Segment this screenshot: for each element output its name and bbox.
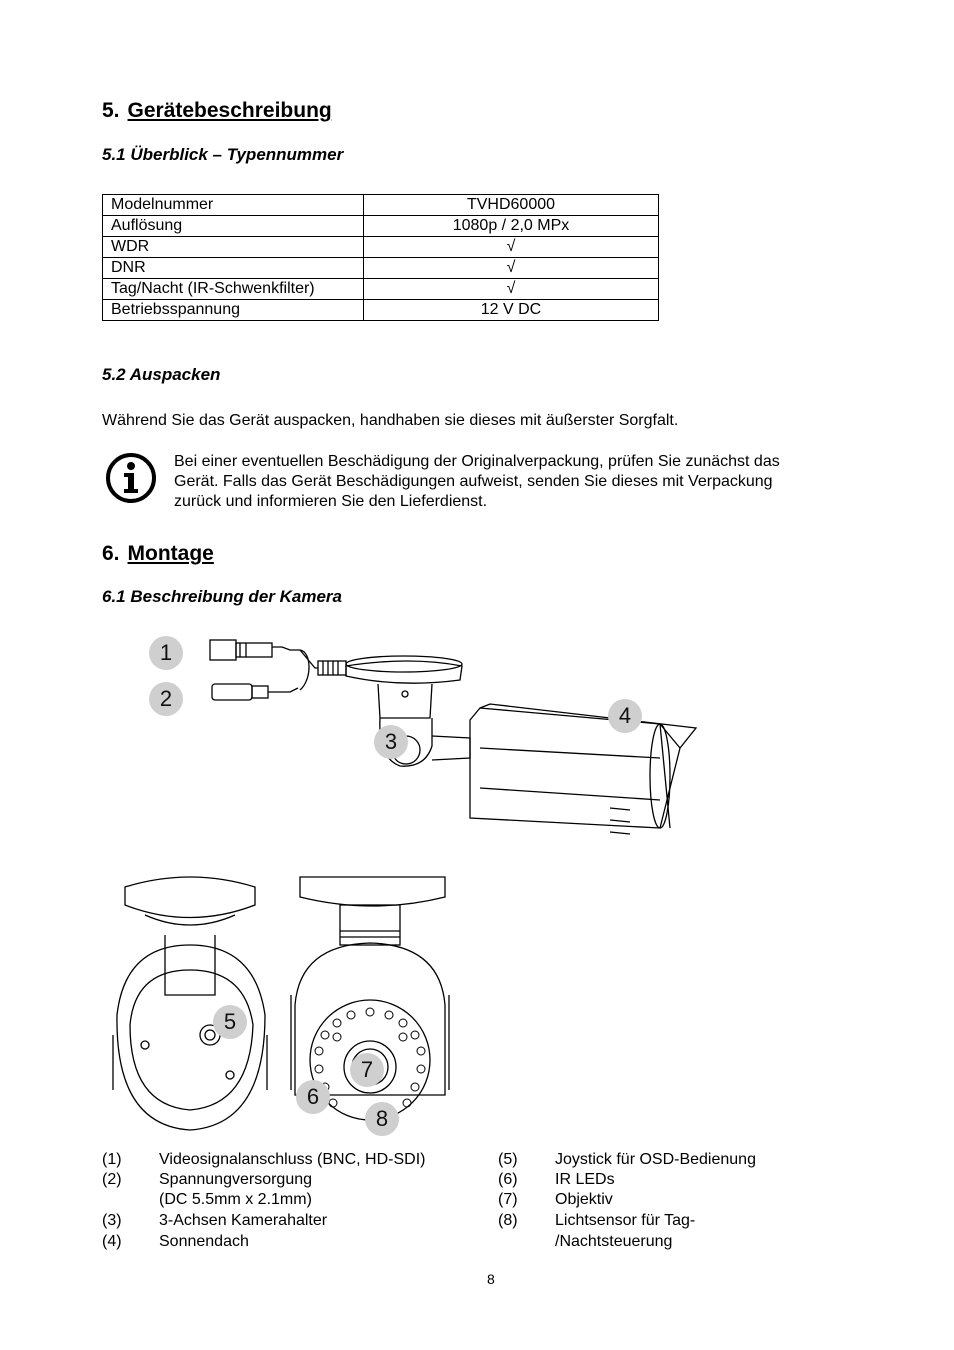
legend-number: (4) <box>102 1233 122 1250</box>
spec-label: Modelnummer <box>103 195 364 216</box>
legend-number: (6) <box>498 1171 518 1188</box>
section-5-heading <box>102 99 332 123</box>
table-row <box>103 216 659 237</box>
figure-badge-6: 6 <box>296 1080 330 1114</box>
section-5-2-title: 5.2 Auspacken <box>102 365 221 384</box>
spec-label: DNR <box>103 258 364 279</box>
spec-table <box>102 194 659 321</box>
page-number: 8 <box>487 1271 495 1287</box>
note-line: Gerät. Falls das Gerät Beschädigungen aufweist, senden Sie dieses mit Verpackung <box>174 473 773 490</box>
note-line: Bei einer eventuellen Beschädigung der Originalverpackung, prüfen Sie zunächst das <box>174 453 780 470</box>
spec-value: 12 V DC <box>364 300 659 321</box>
table-row <box>103 279 659 300</box>
figure-badge-3: 3 <box>374 725 408 759</box>
section-6-heading <box>102 542 214 566</box>
camera-side-illustration <box>140 628 720 858</box>
camera-bottom-illustration <box>105 875 275 1135</box>
legend-text: Spannungversorgung <box>159 1171 313 1188</box>
spec-value: 1080p / 2,0 MPx <box>364 216 659 237</box>
spec-value: √ <box>364 237 659 258</box>
spec-value: TVHD60000 <box>364 195 659 216</box>
legend-number: (5) <box>498 1151 518 1168</box>
legend-text: Sonnendach <box>159 1233 249 1250</box>
spec-label: Auflösung <box>103 216 364 237</box>
spec-label: Betriebsspannung <box>103 300 364 321</box>
info-icon <box>105 452 157 504</box>
legend-number: (8) <box>498 1212 518 1229</box>
table-row <box>103 237 659 258</box>
legend-text: Joystick für OSD-Bedienung <box>555 1151 756 1168</box>
damage-note <box>174 452 874 512</box>
section-5-number: 5. <box>102 99 120 122</box>
figure-badge-4: 4 <box>608 699 642 733</box>
legend-text: 3-Achsen Kamerahalter <box>159 1212 328 1229</box>
legend-number: (7) <box>498 1191 518 1208</box>
legend-text: Objektiv <box>555 1191 613 1208</box>
section-6-title: Montage <box>127 542 214 565</box>
table-row <box>103 300 659 321</box>
legend-text: IR LEDs <box>555 1171 615 1188</box>
legend-number: (1) <box>102 1151 122 1168</box>
legend-text: (DC 5.5mm x 2.1mm) <box>159 1191 312 1208</box>
figure-badge-2: 2 <box>149 682 183 716</box>
table-row <box>103 195 659 216</box>
spec-value: √ <box>364 279 659 300</box>
figure-badge-7: 7 <box>350 1053 384 1087</box>
legend-text: Videosignalanschluss (BNC, HD-SDI) <box>159 1151 426 1168</box>
figure-badge-8: 8 <box>365 1102 399 1136</box>
spec-label: Tag/Nacht (IR-Schwenkfilter) <box>103 279 364 300</box>
spec-label: WDR <box>103 237 364 258</box>
section-5-1-title: 5.1 Überblick – Typennummer <box>102 145 344 164</box>
figure-badge-5: 5 <box>213 1005 247 1039</box>
legend-text: Lichtsensor für Tag- <box>555 1212 696 1229</box>
spec-value: √ <box>364 258 659 279</box>
legend-text: /Nachtsteuerung <box>555 1233 673 1250</box>
note-line: zurück und informieren Sie den Lieferdienst. <box>174 493 488 510</box>
figure-badge-1: 1 <box>149 636 183 670</box>
section-5-title: Gerätebeschreibung <box>127 99 332 122</box>
unpack-paragraph: Während Sie das Gerät auspacken, handhaben sie dieses mit äußerster Sorgfalt. <box>102 412 679 429</box>
section-6-number: 6. <box>102 542 120 565</box>
legend-number: (3) <box>102 1212 122 1229</box>
legend-number: (2) <box>102 1171 122 1188</box>
table-row <box>103 258 659 279</box>
section-6-1-title: 6.1 Beschreibung der Kamera <box>102 587 342 606</box>
